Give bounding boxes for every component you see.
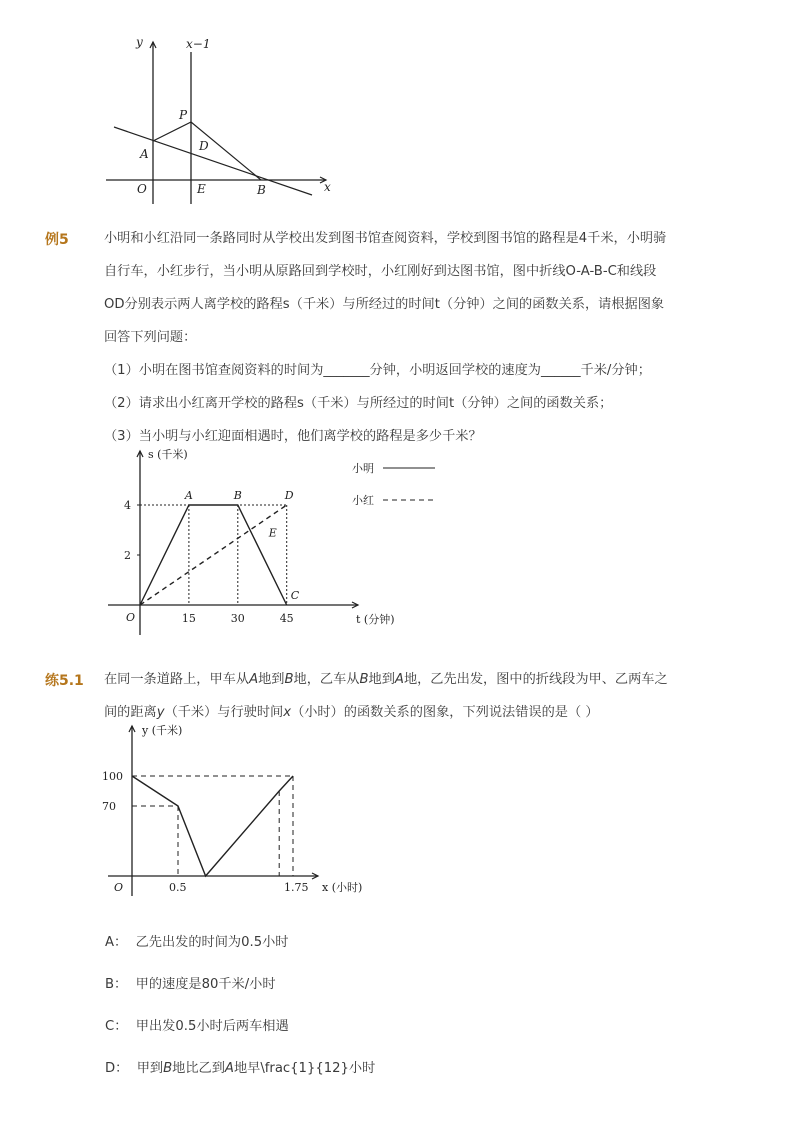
practice-line-2: 间的距离y（千米）与行驶时间x（小时）的函数关系的图象，下列说法错误的是（ ） bbox=[104, 705, 599, 720]
problem-line: 回答下列问题： bbox=[104, 330, 197, 345]
y-tick-label: 100 bbox=[102, 770, 123, 783]
label-P: P bbox=[179, 108, 188, 122]
problem-line: OD分别表示两人离学校的路程s（千米）与所经过的时间t（分钟）之间的函数关系，请根据图象 bbox=[104, 297, 665, 312]
label-y: y bbox=[136, 35, 143, 49]
label-E: E bbox=[197, 182, 206, 196]
y-tick-label: 2 bbox=[124, 549, 131, 562]
practice-line-1: 在同一条道路上，甲车从A地到B地，乙车从B地到A地，乙先出发，图中的折线段为甲、乙两车之 bbox=[104, 672, 668, 687]
label-line: x−1 bbox=[186, 37, 211, 51]
point-label-D: D bbox=[284, 489, 294, 502]
point-label-E: E bbox=[268, 526, 277, 540]
geometry-figure bbox=[100, 30, 340, 205]
point-label-A: A bbox=[184, 489, 193, 502]
x-axis-label: t (分钟) bbox=[356, 613, 395, 626]
point-label-B: B bbox=[233, 489, 242, 502]
example-problem bbox=[104, 222, 666, 453]
label-A: A bbox=[140, 147, 149, 161]
question-3: （3）当小明与小红迎面相遇时，他们离学校的路程是多少千米？ bbox=[104, 429, 482, 444]
practice-tag: 练5.1 bbox=[45, 673, 84, 689]
x-tick-label: 15 bbox=[181, 612, 196, 625]
x-tick-label: 45 bbox=[279, 612, 294, 625]
option-d[interactable]: D： 甲到B地比乙到A地早\frac{1}{12}小时 bbox=[105, 1061, 376, 1076]
y-axis-label: y (千米) bbox=[142, 724, 183, 737]
point-label-C: C bbox=[290, 589, 300, 602]
label-x: x bbox=[324, 180, 331, 194]
x-axis-label: x (小时) bbox=[322, 881, 363, 894]
y-tick-label: 4 bbox=[124, 499, 131, 512]
question-2: （2）请求出小红离开学校的路程s（千米）与所经过的时间t（分钟）之间的函数关系； bbox=[104, 396, 613, 411]
example-tag: 例5 bbox=[45, 232, 69, 248]
origin-label: O bbox=[114, 881, 124, 894]
series-line-distance bbox=[132, 776, 293, 876]
legend-label: 小明 bbox=[352, 462, 374, 475]
option-a[interactable]: A： 乙先出发的时间为0.5小时 bbox=[105, 935, 289, 950]
question-1: （1）小明在图书馆查阅资料的时间为_______分钟，小明返回学校的速度为______千米/分钟； bbox=[104, 363, 651, 378]
option-c[interactable]: C： 甲出发0.5小时后两车相遇 bbox=[105, 1019, 289, 1034]
segment-AP bbox=[153, 122, 191, 141]
series-line-xiaohong bbox=[140, 505, 287, 605]
series-line-xiaoming bbox=[140, 505, 287, 605]
x-tick-label: 1.75 bbox=[284, 881, 309, 894]
x-tick-label: 0.5 bbox=[169, 881, 187, 894]
y-tick-label: 70 bbox=[102, 800, 116, 813]
problem-line: 自行车，小红步行，当小明从原路回到学校时，小红刚好到达图书馆，图中折线O-A-B-C和线段 bbox=[104, 264, 657, 279]
legend-label: 小红 bbox=[352, 494, 374, 507]
problem-line: 小明和小红沿同一条路同时从学校出发到图书馆查阅资料，学校到图书馆的路程是4千米，小明骑 bbox=[104, 231, 667, 246]
vehicle-distance-chart bbox=[100, 720, 390, 900]
label-B: B bbox=[257, 183, 266, 197]
label-D: D bbox=[199, 139, 209, 153]
option-b[interactable]: B： 甲的速度是80千米/小时 bbox=[105, 977, 276, 992]
distance-time-chart bbox=[100, 445, 460, 635]
origin-label: O bbox=[126, 611, 136, 624]
label-O: O bbox=[137, 182, 147, 196]
y-axis-label: s (千米) bbox=[148, 448, 188, 461]
x-tick-label: 30 bbox=[230, 612, 245, 625]
